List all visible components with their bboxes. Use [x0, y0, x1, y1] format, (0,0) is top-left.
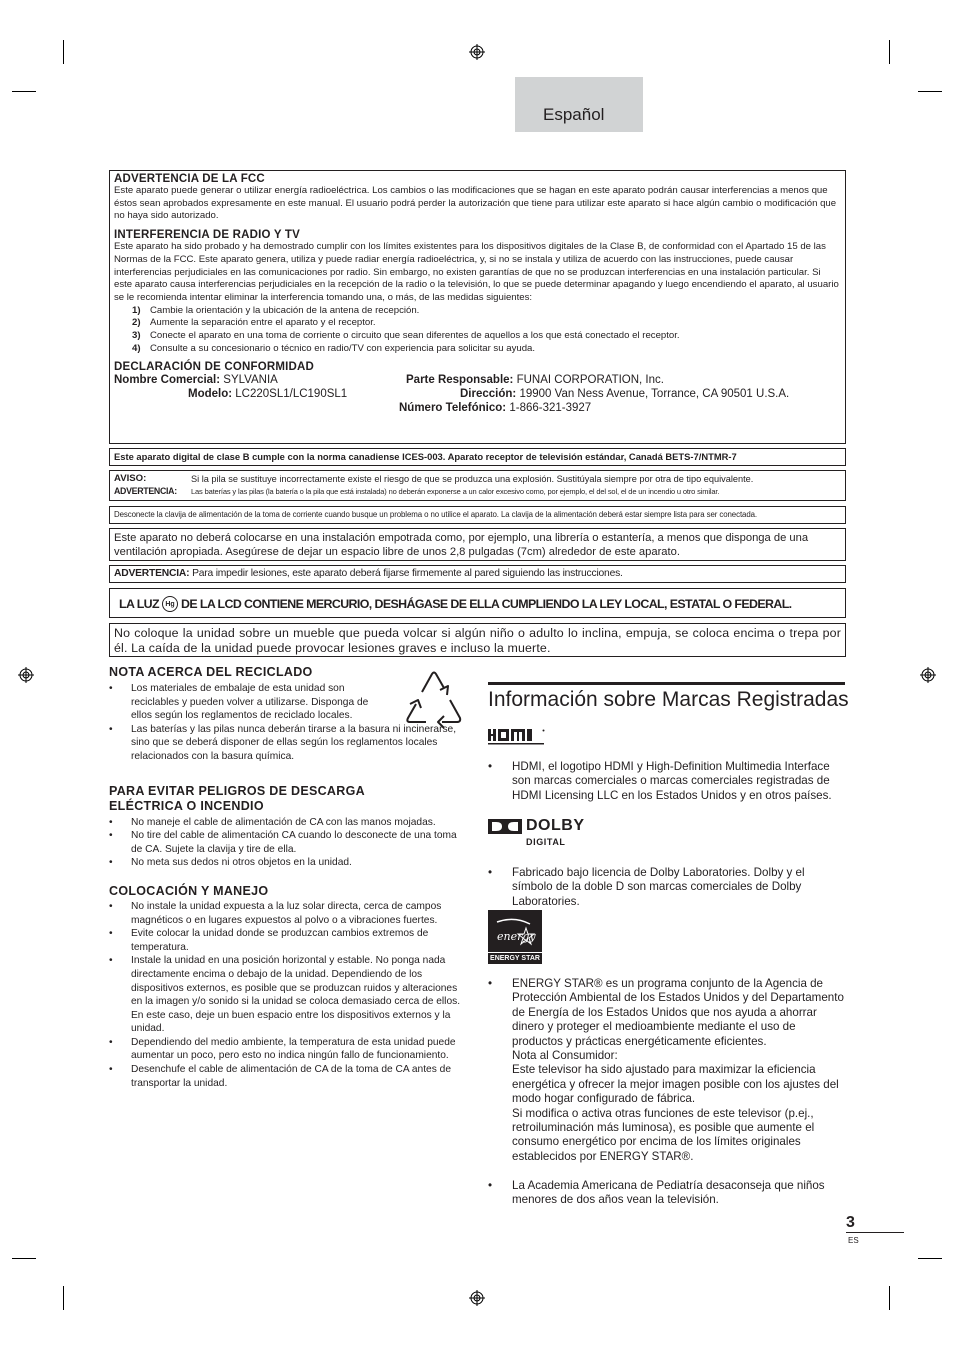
mercury-post: DE LA LCD CONTIENE MERCURIO, DESHÁGASE DE ELLA CUMPLIENDO LA LEY LOCAL, ESTATAL O FEDERAL. [181, 597, 792, 611]
aviso-text: Si la pila se sustituye incorrectamente existe el riesgo de que se produzca una explosión. Sustitúyala siempre por otra de tipo equivalente. [191, 474, 754, 484]
mercury-notice-box [109, 588, 846, 618]
list-item: • Las baterías y las pilas nunca deberán tirarse a la basura ni incinerarse, sino que se deberá disponer de ellas según los reglamentos locales relacionados con la basura química. [109, 723, 469, 764]
energy-list [488, 977, 845, 1164]
trade-name-label: Nombre Comercial: [114, 374, 221, 387]
canada-notice: Este aparato digital de clase B cumple con la norma canadiense ICES-003. Aparato receptor de televisión estándar, Canadá BETS-7/NTMR-7 [114, 451, 737, 462]
list-item: • Instale la unidad en una posición horizontal y estable. No ponga nada directamente encima o debajo de la unidad. Dependiendo de los dispositivos externos, es posible que se produzcan ruidos y alteraciones en la imagen y/o sonido si la unidad se coloca demasiado cerca de ellos. En este caso, deje un buen espacio entre los dispositivos externos y la unidad. [109, 954, 469, 1036]
registration-mark-icon [469, 1290, 485, 1306]
energy-star-logo [488, 910, 542, 964]
list-item: • Evite colocar la unidad donde se produzcan cambios extremos de temperatura. [109, 927, 469, 954]
model-label: Modelo: [188, 388, 233, 401]
language-tab [515, 77, 643, 132]
dolby-digital-label: DIGITAL [526, 837, 566, 847]
fcc-warning-text: Este aparato puede generar o utilizar energía radioeléctrica. Los cambios o las modificaciones que se hagan en este aparato podrán causar interferencias a menos que éstos sean aprobados expresamente en este manual. El usuario podrá perder la autorización que tiene para utilizar este aparato si hace algún cambio o modificación que no haya sido autorizado. [114, 185, 837, 222]
language-label: Español [543, 105, 605, 124]
list-item: • No maneje el cable de alimentación de CA con las manos mojadas. [109, 816, 469, 830]
measure-item: 3) Conecte el aparato en una toma de corriente o circuito que sean diferentes de aquellos a los que está conectado el receptor. [132, 330, 680, 342]
phone-value: 1-866-321-3927 [509, 402, 592, 415]
crop-mark [918, 91, 942, 92]
address-label: Dirección: [460, 388, 517, 401]
pediatrics-text: • La Academia Americana de Pediatría desaconseja que niños menores de dos años vean la televisión. [488, 1179, 845, 1208]
pediatrics-list [488, 1179, 845, 1208]
shock-list [109, 816, 469, 870]
dolby-wordmark: DOLBY [526, 817, 585, 834]
trade-name-value: SYLVANIA [223, 374, 278, 387]
measure-item: 2) Aumente la separación entre el aparato y el receptor. [132, 317, 376, 329]
mercury-symbol-icon: Hg [162, 596, 178, 612]
page-number: 3 [846, 1214, 855, 1231]
model-value: LC220SL1/LC190SL1 [235, 388, 348, 401]
wall-warning-box [109, 565, 846, 583]
recycle-icon [400, 666, 468, 732]
measure-item: 1) Cambie la orientación y la ubicación de la antena de recepción. [132, 304, 420, 316]
fcc-box [109, 170, 846, 444]
plug-notice: Desconecte la clavija de alimentación de la toma de corriente cuando busque un problema o no utilice el aparato. La clavija de la alimentación deberá estar siempre lista para ser conectada. [114, 510, 757, 519]
crop-mark [889, 40, 890, 64]
shock-heading: PARA EVITAR PELIGROS DE DESCARGA ELÉCTRICA O INCENDIO [109, 783, 365, 813]
fcc-warning-heading: ADVERTENCIA DE LA FCC [114, 173, 265, 185]
list-item: • Desenchufe el cable de alimentación de CA de la toma de CA antes de transportar la unidad. [109, 1063, 469, 1090]
crop-mark [63, 1286, 64, 1310]
placement-heading: COLOCACIÓN Y MANEJO [109, 883, 269, 898]
hdmi-list [488, 760, 845, 803]
advertencia-label: ADVERTENCIA: [114, 486, 177, 496]
phone-label: Número Telefónico: [399, 402, 507, 415]
dolby-double-d-icon [488, 819, 522, 834]
list-item: • No instale la unidad expuesta a la luz solar directa, cerca de campos magnéticos o en lugares expuestos al polvo o a vibraciones fuertes. [109, 900, 469, 927]
page-language-code: ES [848, 1236, 859, 1245]
list-item: • Dependiendo del medio ambiente, la temperatura de esta unidad puede aumentar un poco, pero esto no indica ningún fallo de funcionamiento. [109, 1036, 469, 1063]
consumer-note-text-2: Si modifica o activa otras funciones de este televisor (p.ej., retroiluminación más luminosa), es posible que aumente el consumo energético por encima de los límites originales establecidos por ENERGY STAR®. [512, 1106, 815, 1163]
radio-tv-heading: INTERFERENCIA DE RADIO Y TV [114, 229, 301, 242]
mercury-pre: LA LUZ [119, 597, 159, 611]
party-value: FUNAI CORPORATION, Inc. [516, 374, 664, 387]
crop-mark [12, 91, 36, 92]
conformity-heading: DECLARACIÓN DE CONFORMIDAD [114, 361, 315, 374]
registration-mark-icon [18, 667, 34, 683]
measures-list [132, 305, 841, 356]
advertencia-text: Las baterías y las pilas (la batería o la pila que está instalada) no deberán exponerse a un calor excesivo como, por ejemplo, el del sol, el de un incendio u otro similar. [191, 487, 720, 496]
hdmi-trademark-text: • HDMI, el logotipo HDMI y High-Definition Multimedia Interface son marcas comerciales o marcas comerciales registradas de HDMI Licensing LLC en los Estados Unidos y en otros países. [488, 760, 845, 803]
recycle-heading: NOTA ACERCA DEL RECICLADO [109, 665, 313, 679]
registration-mark-icon [920, 667, 936, 683]
canada-notice-box [109, 448, 846, 466]
crop-mark [12, 1258, 36, 1259]
wall-warning-label: ADVERTENCIA: [114, 568, 190, 579]
energy-star-text: • ENERGY STAR® es un programa conjunto de la Agencia de Protección Ambiental de los Estados Unidos y del Departamento de Energía de los Estados Unidos que nos ayuda a ahorrar dinero y proteger el medioambiente mediante el uso de productos y prácticas energéticamente eficientes. Nota al Consumidor: Este televisor ha sido ajustado para maximizar la eficiencia energética y ofrecer la mejor imagen posible con los ajustes del modo hogar configurado de fábrica. Si modifica o activa otras funciones de este televisor (p.ej., retroiluminación más luminosa), es posible que aumente el consumo energético por encima de los límites originales establecidos por ENERGY STAR®. [488, 977, 845, 1164]
aviso-label: AVISO: [114, 473, 147, 484]
consumer-note-label: Nota al Consumidor: [512, 1049, 618, 1063]
conformity-table [114, 373, 841, 417]
list-item: • No tire del cable de alimentación CA cuando lo desconecte de una toma de CA. Sujete la clavija y tire de ella. [109, 829, 469, 856]
ventilation-notice-box [109, 528, 846, 561]
hdmi-logo-icon [488, 729, 546, 747]
svg-text:energy: energy [497, 930, 536, 943]
battery-warning-box [109, 470, 846, 501]
energy-star-label: ENERGY STAR [488, 952, 542, 965]
ventilation-notice: Este aparato no deberá colocarse en una instalación empotrada como, por ejemplo, una librería o estantería, a menos que disponga de una ventilación apropiada. Asegúrese de dejar un espacio libre de unos 2,8 pulgadas (7cm) alrededor de este aparato. [114, 532, 809, 559]
tip-notice: No coloque la unidad sobre un mueble que pueda volcar si algún niño o adulto lo inclina, empuja, se coloca encima o trepa por él. La caída de la unidad puede provocar lesiones graves e incluso la muerte. [114, 626, 841, 656]
address-value: 19900 Van Ness Avenue, Torrance, CA 90501 U.S.A. [519, 388, 790, 401]
energy-star-icon [494, 916, 536, 950]
measure-item: 4) Consulte a su concesionario o técnico en radio/TV con experiencia para solicitar su ayuda. [132, 342, 536, 354]
crop-mark [889, 1286, 890, 1310]
wall-warning-text: Para impedir lesiones, este aparato deberá fijarse firmemente al pared siguiendo las instrucciones. [192, 568, 623, 579]
plug-notice-box [109, 506, 846, 524]
crop-mark [918, 1258, 942, 1259]
placement-list [109, 900, 469, 1090]
page-number-rule [846, 1232, 904, 1233]
list-item: • No meta sus dedos ni otros objetos en la unidad. [109, 856, 469, 870]
trademarks-heading: Información sobre Marcas Registradas [488, 688, 849, 711]
party-label: Parte Responsable: [406, 374, 514, 387]
registration-mark-icon [469, 44, 485, 60]
crop-mark [63, 40, 64, 64]
consumer-note-text-1: Este televisor ha sido ajustado para maximizar la eficiencia energética y ofrecer la mejor imagen posible con los ajustes del modo hogar configurado de fábrica. [512, 1063, 839, 1106]
list-item: • Los materiales de embalaje de esta unidad son reciclables y pueden volver a utilizarse. Disponga de ellos según los reglamentos de reciclado locales. [109, 682, 381, 723]
radio-tv-text: Este aparato ha sido probado y ha demostrado cumplir con los límites existentes para los dispositivos digitales de la Clase B, de conformidad con el Apartado 15 de las Normas de la FCC. Este aparato genera, utiliza y puede radiar energía radioeléctrica, y, si no se instala y utiliza de acuerdo con las instrucciones, puede causar interferencias perjudiciales en las comunicaciones por radio. Sin embargo, no existen garantías de que no se produzcan interferencias en una instalación particular. Si este aparato causa interferencias perjudiciales en la recepción de la radio o la televisión, lo que se puede determinar apagando y luego encendiendo el aparato, al usuario se le recomienda intentar eliminar la interferencia tomando una, o más, de las medidas siguientes: [114, 241, 839, 303]
dolby-trademark-text: • Fabricado bajo licencia de Dolby Laboratories. Dolby y el símbolo de la doble D son marcas comerciales de Dolby Laboratories. [488, 866, 845, 909]
dolby-logo [488, 817, 585, 849]
dolby-list [488, 866, 845, 909]
tip-notice-box [109, 623, 846, 657]
trademarks-rule [488, 682, 845, 685]
